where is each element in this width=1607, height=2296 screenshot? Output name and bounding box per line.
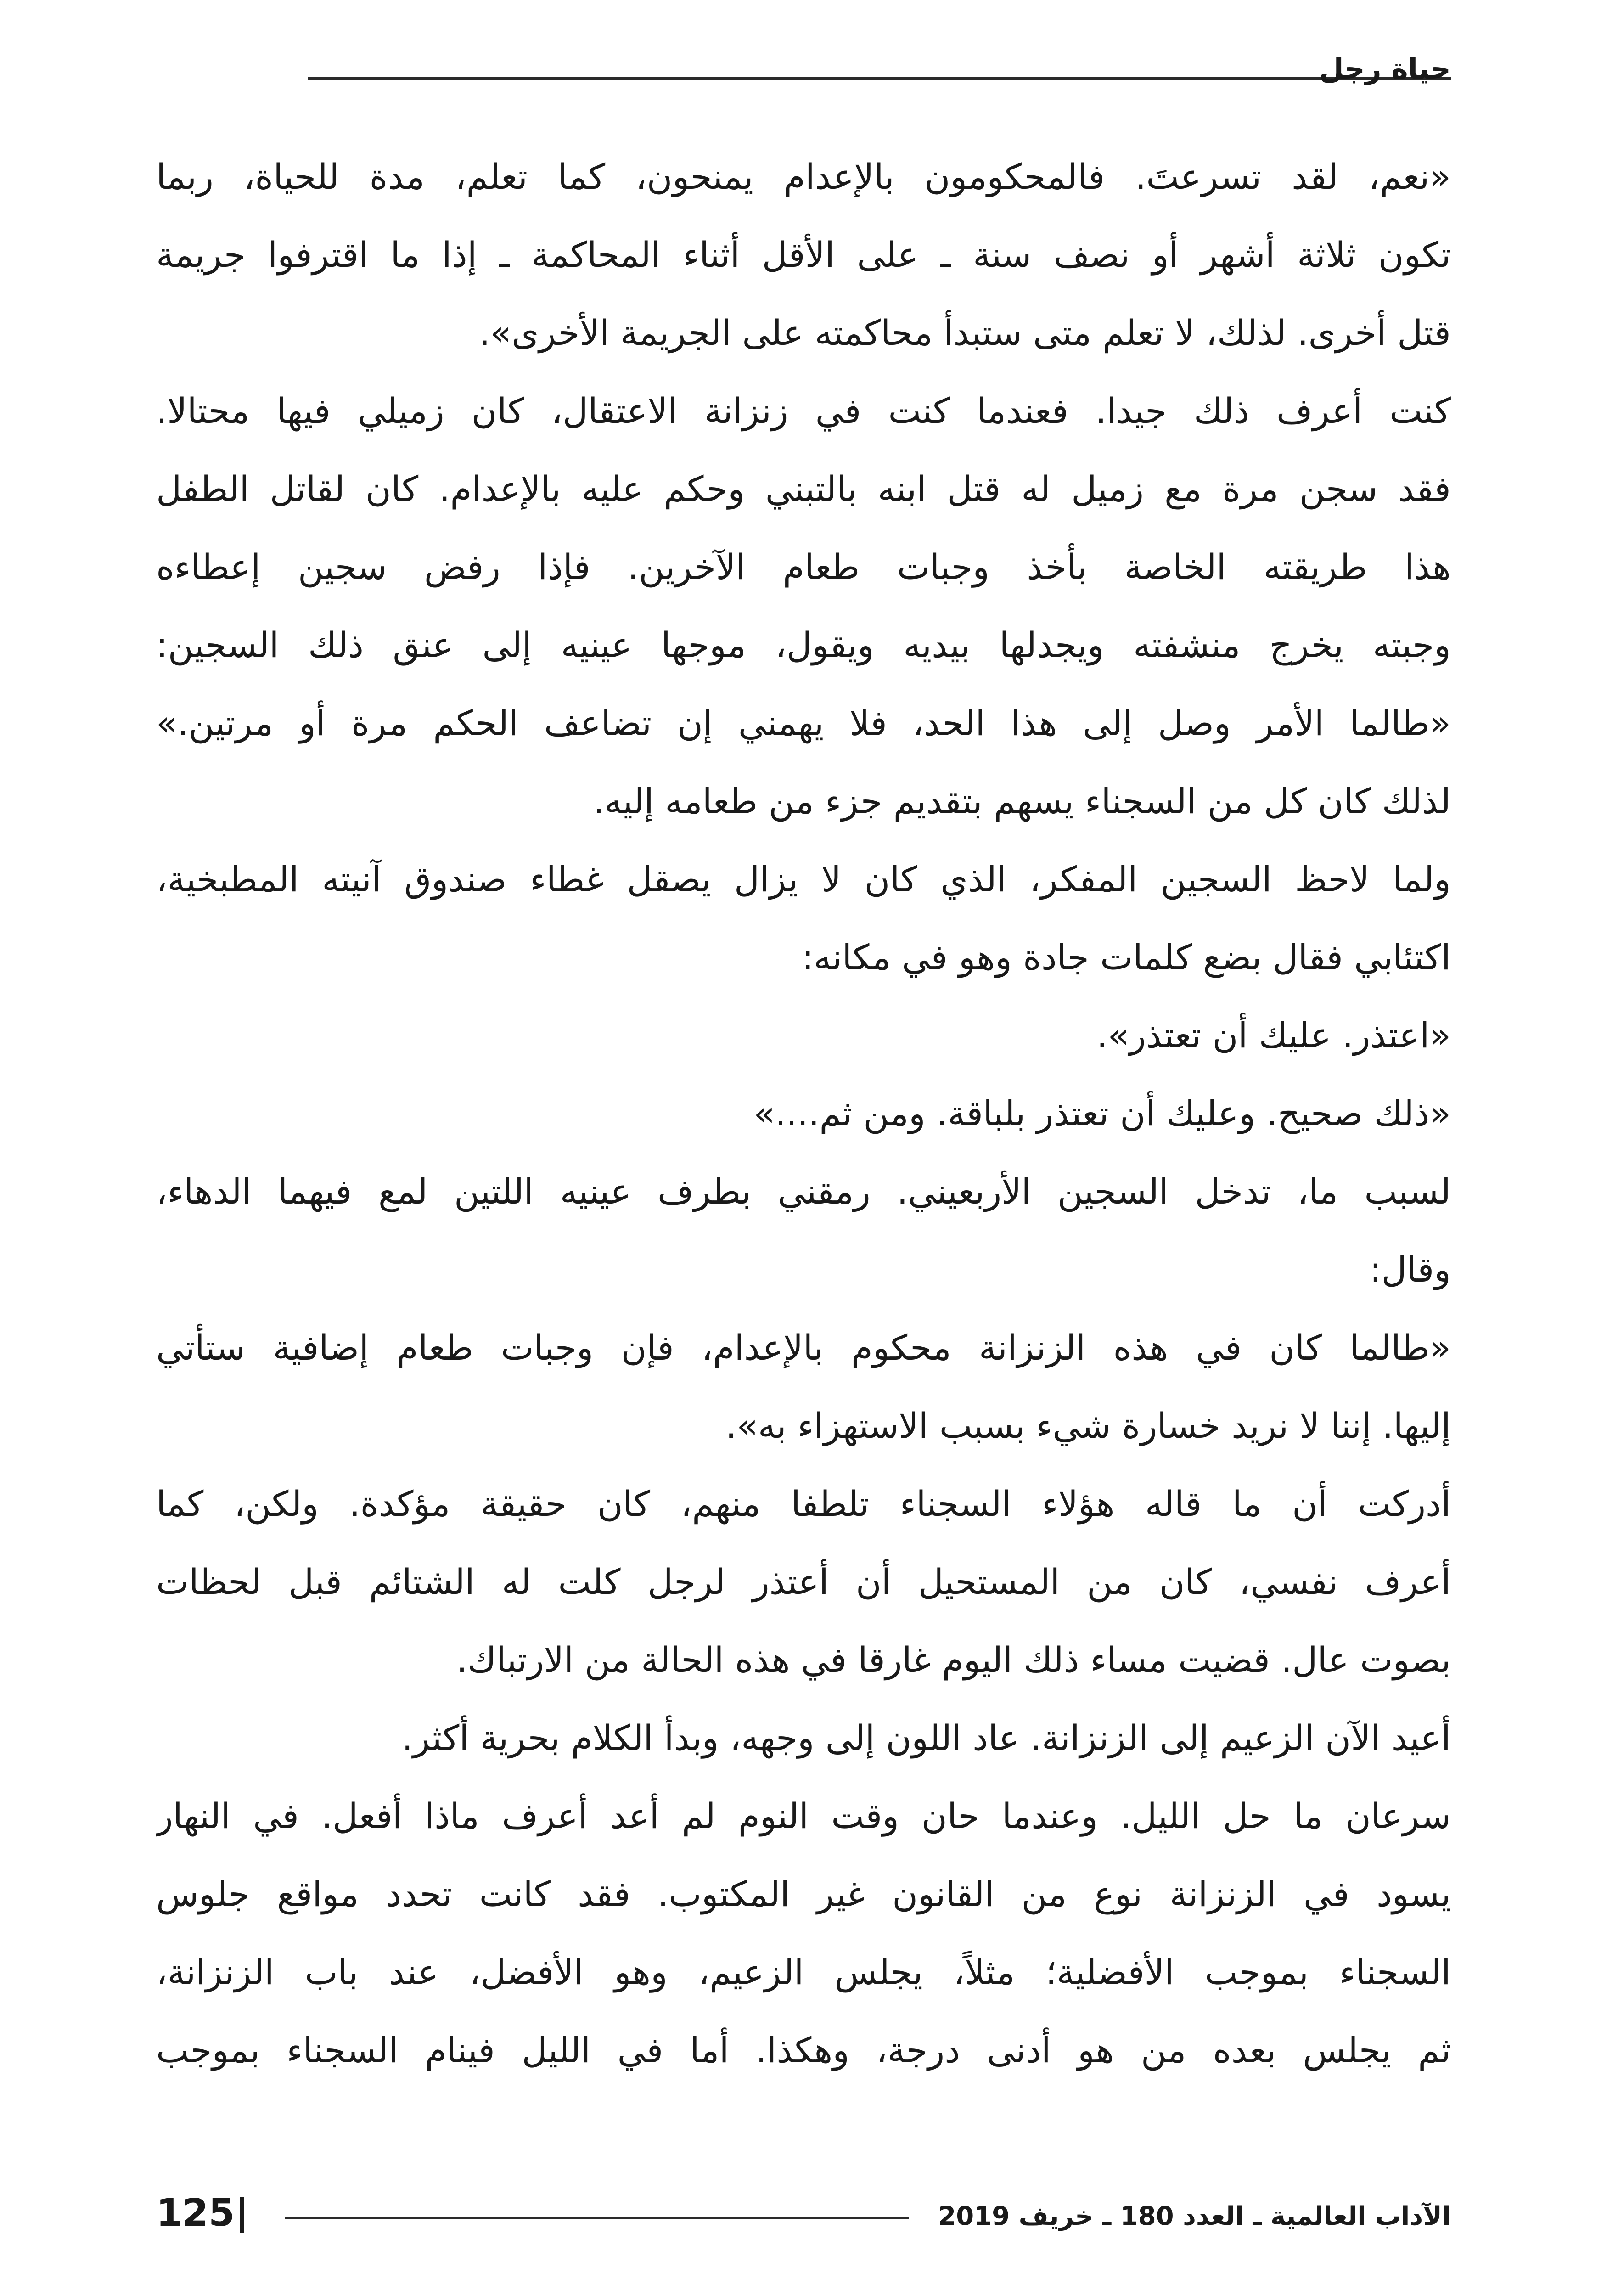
- text-line: «طالما كان في هذه الزنزانة محكوم بالإعدام، فإن وجبات طعام إضافية ستأتي: [156, 1327, 1451, 1368]
- text-line: لذلك كان كل من السجناء يسهم بتقديم جزء من طعامه إليه.: [593, 781, 1451, 822]
- text-line: السجناء بموجب الأفضلية؛ مثلاً، يجلس الزعيم، وهو الأفضل، عند باب الزنزانة،: [156, 1952, 1451, 1992]
- text-line: أعيد الآن الزعيم إلى الزنزانة. عاد اللون إلى وجهه، وبدأ الكلام بحرية أكثر.: [402, 1717, 1451, 1758]
- header-rule: [308, 77, 1451, 80]
- text-line: ولما لاحظ السجين المفكر، الذي كان لا يزال يصقل غطاء صندوق آنيته المطبخية،: [156, 859, 1451, 900]
- text-line: سرعان ما حل الليل. وعندما حان وقت النوم لم أعد أعرف ماذا أفعل. في النهار: [156, 1795, 1451, 1836]
- text-line: «اعتذر. عليك أن تعتذر».: [1096, 1015, 1451, 1056]
- running-title: حياة رجل: [1319, 52, 1451, 85]
- text-line: كنت أعرف ذلك جيدا. فعندما كنت في زنزانة الاعتقال، كان زميلي فيها محتالا.: [156, 390, 1451, 431]
- article-body: [156, 138, 1451, 2089]
- text-line: هذا طريقته الخاصة بأخذ وجبات طعام الآخرين. فإذا رفض سجين إعطاءه: [156, 546, 1451, 587]
- text-line: وجبته يخرج منشفته ويجدلها بيديه ويقول، موجها عينيه إلى عنق ذلك السجين:: [156, 625, 1451, 665]
- text-line: قتل أخرى. لذلك، لا تعلم متى ستبدأ محاكمته على الجريمة الأخرى».: [479, 312, 1451, 353]
- page-number-divider: [240, 2197, 244, 2233]
- text-line: تكون ثلاثة أشهر أو نصف سنة ـ على الأقل أثناء المحاكمة ـ إذا ما اقترفوا جريمة: [156, 234, 1451, 275]
- text-line: لسبب ما، تدخل السجين الأربعيني. رمقني بطرف عينيه اللتين لمع فيهما الدهاء،: [156, 1171, 1451, 1212]
- text-line: اكتئابي فقال بضع كلمات جادة وهو في مكانه:: [802, 937, 1451, 978]
- text-line: «ذلك صحيح. وعليك أن تعتذر بلباقة. ومن ثم....»: [753, 1093, 1451, 1134]
- text-line: وقال:: [1369, 1249, 1451, 1290]
- text-line: أدركت أن ما قاله هؤلاء السجناء تلطفا منهم، كان حقيقة مؤكدة. ولكن، كما: [156, 1483, 1451, 1524]
- text-line: إليها. إننا لا نريد خسارة شيء بسبب الاستهزاء به».: [725, 1405, 1451, 1446]
- text-line: «نعم، لقد تسرعتَ. فالمحكومون بالإعدام يمنحون، كما تعلم، مدة للحياة، ربما: [156, 156, 1451, 197]
- text-line: يسود في الزنزانة نوع من القانون غير المكتوب. فقد كانت تحدد مواقع جلوس: [156, 1874, 1451, 1914]
- page-number: 125: [156, 2191, 235, 2235]
- text-line: بصوت عال. قضيت مساء ذلك اليوم غارقا في هذه الحالة من الارتباك.: [456, 1639, 1451, 1680]
- footer-rule: [285, 2217, 909, 2219]
- journal-issue: الآداب العالمية ـ العدد 180 ـ خريف 2019: [938, 2201, 1451, 2231]
- text-line: ثم يجلس بعده من هو أدنى درجة، وهكذا. أما في الليل فينام السجناء بموجب: [156, 2030, 1451, 2071]
- text-line: أعرف نفسي، كان من المستحيل أن أعتذر لرجل كلت له الشتائم قبل لحظات: [156, 1561, 1451, 1602]
- text-line: «طالما الأمر وصل إلى هذا الحد، فلا يهمني إن تضاعف الحكم مرة أو مرتين.»: [156, 703, 1451, 743]
- text-line: فقد سجن مرة مع زميل له قتل ابنه بالتبني وحكم عليه بالإعدام. كان لقاتل الطفل: [156, 468, 1451, 509]
